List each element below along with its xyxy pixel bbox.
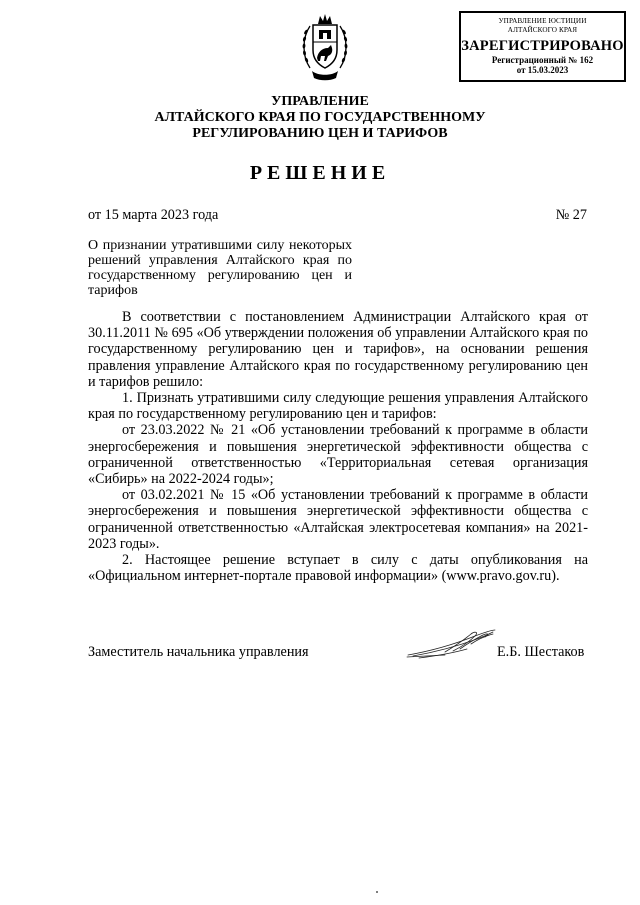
handwritten-signature-icon [405,622,500,662]
header-line-1: УПРАВЛЕНИЕ [271,94,369,109]
stamp-reg-date: от 15.03.2023 [516,65,569,75]
body-item-1: 1. Признать утратившими силу следующие решения управления Алтайского края по государственному регулированию цен и тарифов: [88,390,588,423]
coat-of-arms-icon [300,8,350,86]
decision-date: от 15 марта 2023 года [88,207,219,223]
body-item-2: 2. Настоящее решение вступает в силу с даты опубликования на «Официальном интернет-портале правовой информации» (www.pravo.gov.ru). [88,552,588,585]
signer-name: Е.Б. Шестаков [497,644,585,660]
body-sub-item-2: от 03.02.2021 № 15 «Об установлении требований к программе в области энергосбережения и повышения энергетической эффективности общества с ограниченной ответственностью «Алтайская электросетевая компания» на 2021-2023 годы». [88,487,588,552]
decision-body [88,309,588,584]
body-intro: В соответствии с постановлением Администрации Алтайского края от 30.11.2011 № 695 «Об утверждении положения об управлении Алтайского края по государственному регулированию цен и тарифов», на основании решения правления управление Алтайского края по государственному регулированию цен и тарифов решило: [88,309,588,390]
stamp-org-line-2: АЛТАЙСКОГО КРАЯ [507,25,578,34]
stamp-title: ЗАРЕГИСТРИРОВАНО [461,38,624,54]
body-sub-item-1: от 23.03.2022 № 21 «Об установлении требований к программе в области энергосбережения и повышения энергетической эффективности общества с ограниченной ответственностью «Территориальная сетевая организация «Сибирь» на 2022-2024 годы»; [88,422,588,488]
header-line-3: РЕГУЛИРОВАНИЮ ЦЕН И ТАРИФОВ [192,126,448,141]
stamp-reg-number: Регистрационный № 162 [491,55,594,65]
decision-subject: О признании утратившими силу некоторых решений управления Алтайского края по государственному регулированию цен и тарифов [88,238,352,298]
header-line-2: АЛТАЙСКОГО КРАЯ ПО ГОСУДАРСТВЕННОМУ [154,110,486,125]
decision-title: РЕШЕНИЕ [249,162,391,184]
registration-stamp [459,11,626,82]
organization-header [0,94,640,142]
page-mark [376,891,378,893]
decision-number: № 27 [555,207,587,223]
stamp-organization [461,17,624,34]
stamp-org-line-1: УПРАВЛЕНИЕ ЮСТИЦИИ [498,17,587,25]
signer-position: Заместитель начальника управления [88,644,309,660]
